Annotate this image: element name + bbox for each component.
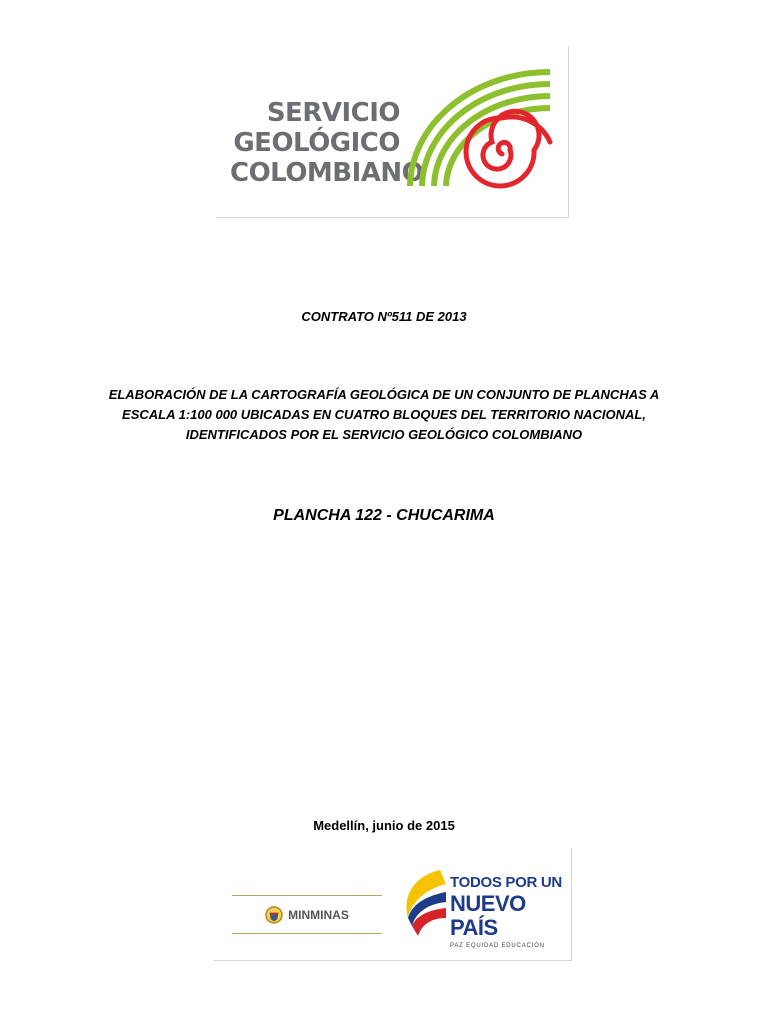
- sgc-logo-box: [216, 46, 569, 218]
- sgc-spiral-logo-icon: [402, 62, 562, 202]
- place-date: Medellín, junio de 2015: [313, 818, 455, 833]
- sgc-logo-line: COLOMBIANO: [230, 158, 424, 188]
- tpn-tagline: PAZ EQUIDAD EDUCACIÓN: [450, 943, 545, 949]
- tpn-line: TODOS POR UN: [450, 874, 562, 891]
- colombia-flag-swoosh-icon: [400, 866, 450, 942]
- project-title-line: ELABORACIÓN DE LA CARTOGRAFÍA GEOLÓGICA DE UN CONJUNTO DE PLANCHAS A: [108, 387, 660, 402]
- minminas-logo: [232, 895, 382, 934]
- sgc-logo-text: [230, 98, 424, 188]
- minminas-label: MINMINAS: [288, 907, 349, 922]
- footer-logos-box: [214, 848, 572, 961]
- project-title-line: ESCALA 1:100 000 UBICADAS EN CUATRO BLOQUES DEL TERRITORIO NACIONAL,: [122, 407, 646, 422]
- colombia-coat-of-arms-icon: [265, 905, 283, 925]
- sgc-logo-line: GEOLÓGICO: [233, 128, 400, 158]
- project-title: [0, 385, 768, 445]
- plancha-title: PLANCHA 122 - CHUCARIMA: [273, 507, 495, 524]
- contract-number: CONTRATO Nº511 DE 2013: [301, 309, 467, 324]
- sgc-logo-line: SERVICIO: [266, 98, 400, 128]
- tpn-line: NUEVO PAÍS: [450, 891, 526, 940]
- project-title-line: IDENTIFICADOS POR EL SERVICIO GEOLÓGICO COLOMBIANO: [185, 427, 583, 442]
- tpn-logo-text: [450, 874, 568, 952]
